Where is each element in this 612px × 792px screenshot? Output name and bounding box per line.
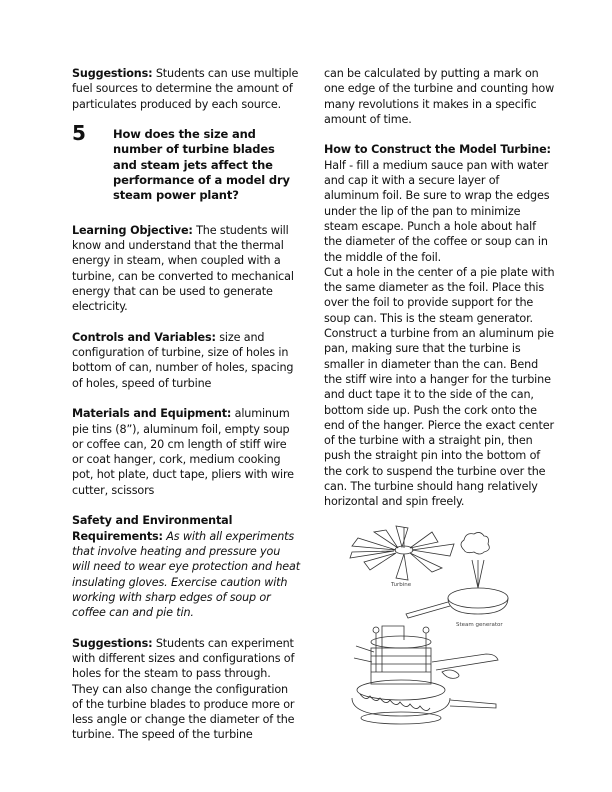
materials-text: aluminum pie tins (8”), aluminum foil, empty soup or coffee can, 20 cm length of stiff wire or coat hanger, cork, medium cooking pot, hot plate, duct tape, pliers with wire cutter, scissors [72,407,294,497]
construct-paragraph [324,142,556,264]
materials-paragraph [72,406,300,498]
controls-variables-label: Controls and Variables: [72,330,216,344]
suggestions-fuel-paragraph [72,66,300,112]
assembled-apparatus-drawing [352,626,498,724]
question-block [72,121,300,203]
suggestions-text: Students can experiment with different sizes and configurations of holes for the steam to pass through. They can also change the configuration of the turbine blades to produce more or less angle or change the diameter of the turbine. The speed of the turbine [72,636,295,742]
suggestions-experiment-paragraph [72,636,300,743]
construct-paragraph-2: Cut a hole in the center of a pie plate with the same diameter as the foil. Place this over the foil to provide support for the soup can. This is the steam generator. [324,265,555,325]
model-turbine-illustration [346,522,536,727]
construct-label: How to Construct the Model Turbine: [324,143,551,157]
turbine-drawing [350,526,454,588]
suggestions-label: Suggestions: [72,636,153,650]
question-number: 5 [72,121,86,146]
controls-variables-text: size and configuration of turbine, size of holes in bottom of can, number of holes, spacing of holes, speed of turbine [72,330,294,390]
steam-generator-label: Steam generator [456,622,503,628]
safety-paragraph [72,513,300,620]
suggestions-text: Students can use multiple fuel sources to determine the amount of particulates produced by each source. [72,67,299,111]
steam-generator-drawing [406,532,508,628]
turbine-label: Turbine [391,582,412,588]
continuation-paragraph: can be calculated by putting a mark on one edge of the turbine and counting how many revolutions it makes in a specific amount of time. [324,67,555,126]
construct-text: Half - fill a medium sauce pan with water and cap it with a secure layer of aluminum foil. Be sure to wrap the edges under the lip of the pan to minimize steam escape. Punch a hole about half the diameter of the coffee or soup can in the middle of the foil. [324,158,550,264]
controls-variables-paragraph [72,330,300,391]
learning-objective-text: The students will know and understand that the thermal energy in steam, when coupled with a turbine, can be converted to mechanical energy that can be used to generate electricity. [72,223,294,314]
materials-label: Materials and Equipment: [72,407,232,421]
question-title: How does the size and number of turbine blades and steam jets affect the performance of a model dry steam power plant? [113,127,290,203]
construct-paragraph-3: Construct a turbine from an aluminum pie pan, making sure that the turbine is smaller in diameter than the can. Bend the stiff wire into a hanger for the turbine and duct tape it to the side of the can, bottom side up. Push the cork onto the end of the hanger. Pierce the exact center of the turbine with a straight pin, then push the straight pin into the bottom of the cork to suspend the turbine over the can. The turbine should hang relatively horizontal and spin freely. [324,327,554,509]
safety-label: Safety and Environmental Requirements: [72,514,233,543]
suggestions-label: Suggestions: [72,67,153,80]
learning-objective-paragraph [72,223,300,315]
learning-objective-label: Learning Objective: [72,223,193,237]
safety-text: As with all experiments that involve heating and pressure you will need to wear eye protection and heat insulating gloves. Exercise caution with working with sharp edges of soup or coffee can and pie tin. [72,529,300,620]
left-column [72,66,300,743]
right-column [324,66,556,510]
